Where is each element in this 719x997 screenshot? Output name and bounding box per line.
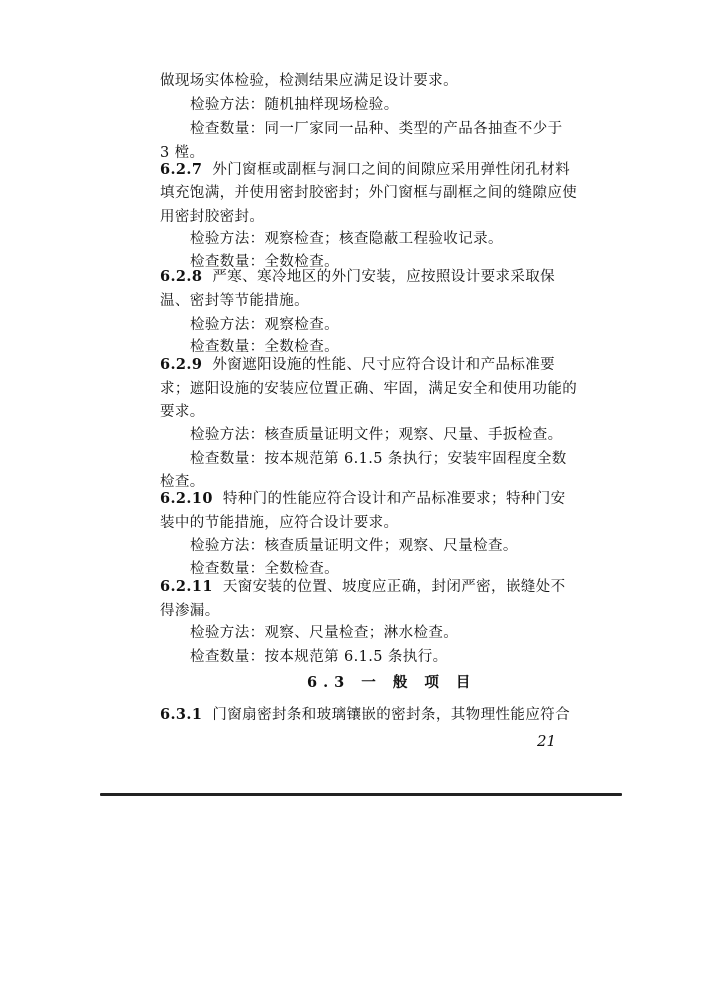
text-line: 检验方法：核查质量证明文件；观察、尺量检查。 xyxy=(190,538,518,554)
clause-line xyxy=(160,490,566,508)
text-line: 做现场实体检验，检测结果应满足设计要求。 xyxy=(160,73,458,89)
clause-text: 天窗安装的位置、坡度应正确，封闭严密，嵌缝处不 xyxy=(222,579,566,595)
text-line: 检验方法：观察、尺量检查；淋水检查。 xyxy=(190,625,459,641)
text-line: 检查数量：按本规范第 6.1.5 条执行；安装牢固程度全数 xyxy=(190,451,567,467)
text-line: 求；遮阳设施的安装应位置正确、牢固，满足安全和使用功能的 xyxy=(160,381,578,397)
text-line: 检查数量：按本规范第 6.1.5 条执行。 xyxy=(190,649,448,665)
text-line: 检查数量：同一厂家同一品种、类型的产品各抽查不少于 xyxy=(190,121,563,137)
text-line: 温、密封等节能措施。 xyxy=(160,293,309,309)
clause-line xyxy=(160,356,555,374)
clause-text: 外门窗框或副框与洞口之间的间隙应采用弹性闭孔材料 xyxy=(212,162,570,178)
text-line: 检查数量：全数检查。 xyxy=(190,339,339,355)
clause-text: 门窗扇密封条和玻璃镶嵌的密封条，其物理性能应符合 xyxy=(212,707,570,723)
text-line: 要求。 xyxy=(160,404,205,420)
clause-text: 特种门的性能应符合设计和产品标准要求；特种门安 xyxy=(222,491,566,507)
clause-line xyxy=(160,578,566,596)
clause-line xyxy=(160,161,570,179)
text-line: 装中的节能措施，应符合设计要求。 xyxy=(160,515,399,531)
section-heading: 6.3 一 般 项 目 xyxy=(307,674,477,691)
text-line: 检验方法：观察检查。 xyxy=(190,317,339,333)
clause-number: 6.2.7 xyxy=(160,161,203,178)
text-line: 检查数量：全数检查。 xyxy=(190,561,339,577)
clause-number: 6.2.10 xyxy=(160,490,213,507)
clause-6-3-1 xyxy=(160,706,570,724)
clause-number: 6.3.1 xyxy=(160,706,203,723)
clause-text: 外窗遮阳设施的性能、尺寸应符合设计和产品标准要 xyxy=(212,357,556,373)
text-line: 检验方法：随机抽样现场检验。 xyxy=(190,97,399,113)
clause-number: 6.2.11 xyxy=(160,578,213,595)
text-line: 得渗漏。 xyxy=(160,603,220,619)
text-line: 填充饱满，并使用密封胶密封；外门窗框与副框之间的缝隙应使 xyxy=(160,185,578,201)
text-line: 用密封胶密封。 xyxy=(160,209,265,225)
page-number: 21 xyxy=(537,732,557,750)
text-line: 3 樘。 xyxy=(160,145,205,161)
clause-line xyxy=(160,268,555,286)
text-line: 检验方法：观察检查；核查隐蔽工程验收记录。 xyxy=(190,231,503,247)
clause-text: 严寒、寒冷地区的外门安装，应按照设计要求采取保 xyxy=(212,269,556,285)
page-bottom-rule xyxy=(100,793,622,796)
text-line: 检验方法：核查质量证明文件；观察、尺量、手扳检查。 xyxy=(190,427,563,443)
clause-number: 6.2.9 xyxy=(160,356,203,373)
clause-number: 6.2.8 xyxy=(160,268,203,285)
text-line: 检查数量：全数检查。 xyxy=(190,254,339,270)
text-line: 检查。 xyxy=(160,474,205,490)
